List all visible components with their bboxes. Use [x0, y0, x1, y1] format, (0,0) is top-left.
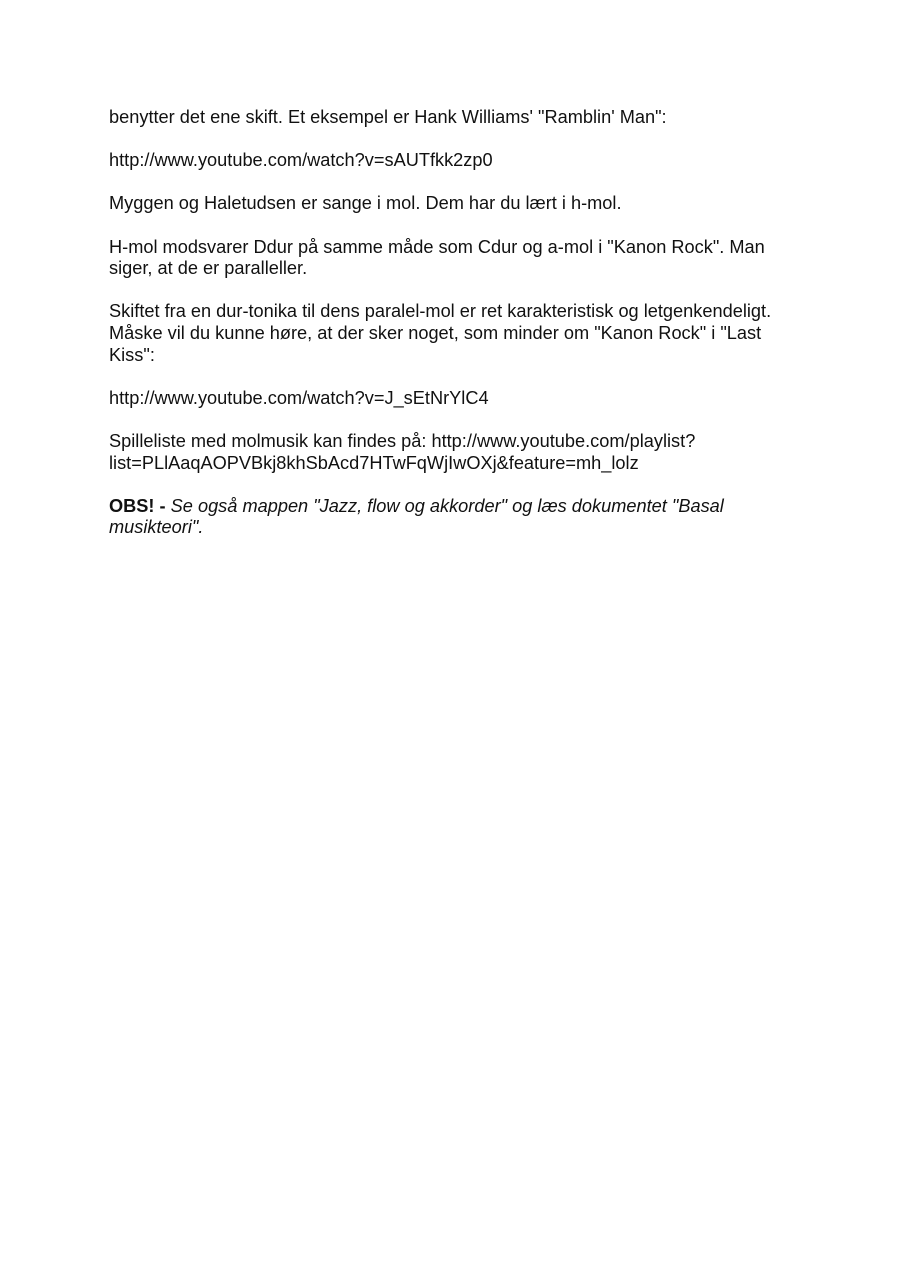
youtube-link[interactable]: http://www.youtube.com/watch?v=sAUTfkk2zp0	[109, 150, 493, 171]
paragraph-link-last-kiss	[109, 388, 799, 410]
paragraph-line: Måske vil du kunne høre, at der sker noget, som minder om "Kanon Rock" i "Last	[109, 322, 762, 343]
playlist-line[interactable]: Spilleliste med molmusik kan findes på: http://www.youtube.com/playlist?	[109, 430, 696, 451]
youtube-link[interactable]: http://www.youtube.com/watch?v=J_sEtNrYlC4	[109, 387, 489, 408]
obs-line	[109, 496, 799, 518]
paragraph-tonic-shift	[109, 301, 799, 366]
paragraph-parallels	[109, 237, 799, 280]
obs-text: Se også mappen "Jazz, flow og akkorder" og læs dokumentet "Basal	[170, 495, 724, 516]
paragraph-line: Kiss":	[109, 344, 155, 365]
paragraph-playlist	[109, 431, 799, 474]
paragraph-line: siger, at de er paralleller.	[109, 258, 308, 279]
paragraph-text: Myggen og Haletudsen er sange i mol. Dem har du lært i h-mol.	[109, 193, 622, 214]
playlist-line[interactable]: list=PLlAaqAOPVBkj8khSbAcd7HTwFqWjIwOXj&feature=mh_lolz	[109, 452, 639, 473]
paragraph-link-ramblin-man	[109, 150, 799, 172]
paragraph-example-intro	[109, 107, 799, 129]
paragraph-myggen-haletudsen	[109, 193, 799, 215]
paragraph-line: Skiftet fra en dur-tonika til dens paralel-mol er ret karakteristisk og letgenkendeligt.	[109, 301, 772, 322]
document-body	[109, 107, 799, 560]
obs-text: musikteori".	[109, 517, 204, 538]
paragraph-line: H-mol modsvarer Ddur på samme måde som Cdur og a-mol i "Kanon Rock". Man	[109, 236, 765, 257]
paragraph-obs-note	[109, 496, 799, 539]
obs-label: OBS! -	[109, 495, 166, 516]
paragraph-text: benytter det ene skift. Et eksempel er Hank Williams' "Ramblin' Man":	[109, 107, 667, 127]
